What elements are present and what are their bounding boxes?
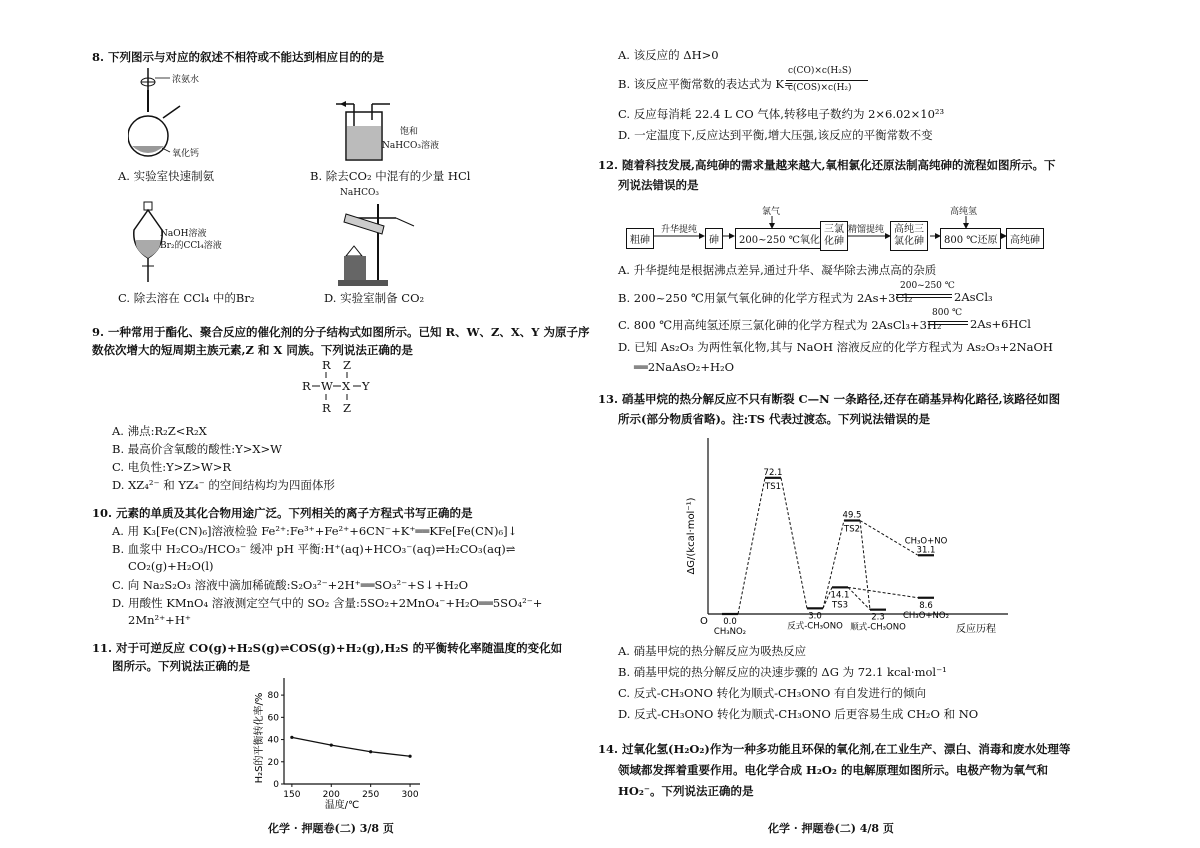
h2s-chart-y-tick-label: 0 <box>273 780 279 790</box>
q8-b-label-saturated: 饱和 <box>400 127 419 137</box>
q8-apparatus-b <box>336 98 396 162</box>
energy-level-value: 31.1 <box>916 545 936 556</box>
h2s-chart-y-tick-label: 40 <box>267 735 279 746</box>
q12-stem-line1: 12. 随着科技发展,高纯砷的需求量越来越大,氧相氯化还原法制高纯砷的流程如图所示。下 <box>598 158 1056 172</box>
q12-option-b-condition: 200~250 ℃ <box>900 281 955 291</box>
q10-stem: 10. 元素的单质及其化合物用途广泛。下列相关的离子方程式书写正确的是 <box>92 506 473 520</box>
q8-b-caption: B. 除去CO₂ 中混有的少量 HCl <box>310 169 471 183</box>
energy-profile-chart <box>680 436 1020 636</box>
q10-option-c: C. 向 Na₂S₂O₃ 溶液中滴加稀硫酸:S₂O₃²⁻+2H⁺══SO₃²⁻+S↓+H₂O <box>112 578 468 592</box>
energy-chart-y-label: ΔG/(kcal·mol⁻¹) <box>686 497 697 575</box>
q12-option-b-product: 2AsCl₃ <box>954 290 993 304</box>
q8-a-label-cao: 氧化钙 <box>172 149 200 159</box>
q10-option-a: A. 用 K₃[Fe(CN)₆]溶液检验 Fe²⁺:Fe³⁺+Fe²⁺+6CN⁻+K⁺══KFe[Fe(CN)₆]↓ <box>112 524 518 538</box>
q9-struct-w: W <box>321 379 333 393</box>
energy-path-connector <box>860 521 870 610</box>
q13-stem-line1: 13. 硝基甲烷的热分解反应不只有断裂 C—N 一条路径,还存在硝基异构化路径,该路径如图 <box>598 392 1061 406</box>
h2s-chart-y-label: H₂S的平衡转化率/% <box>254 692 265 784</box>
q11-stem-line2: 图所示。下列说法正确的是 <box>112 659 250 673</box>
q11-option-a: A. 该反应的 ΔH>0 <box>618 48 719 62</box>
q13-stem-line2: 所示(部分物质省略)。注:TS 代表过渡态。下列说法错误的是 <box>618 412 930 426</box>
footer-right: 化学 · 押题卷(二) 4/8 页 <box>768 822 894 835</box>
q9-option-a: A. 沸点:R₂Z<R₂X <box>112 424 207 438</box>
q14-stem-line3: HO₂⁻。下列说法正确的是 <box>618 784 754 798</box>
energy-level-value: 14.1 <box>830 590 850 601</box>
h2s-chart-y-tick-label: 20 <box>267 757 279 768</box>
q9-struct-x: X <box>342 379 351 393</box>
q12-flow-oxidation: 200~250 ℃氧化 <box>735 228 824 249</box>
q12-stem-line2: 列说法错误的是 <box>618 178 699 192</box>
energy-level-species: TS1 <box>765 481 781 492</box>
q12-option-d-line2: ══2NaAsO₂+H₂O <box>634 360 735 374</box>
energy-level-species: 顺式-CH₃ONO <box>850 622 906 633</box>
q9-struct-r-bot: R <box>322 401 331 415</box>
h2s-chart-y-tick-label: 80 <box>267 691 279 702</box>
q10-option-b-line1: B. 血浆中 H₂CO₃/HCO₃⁻ 缓冲 pH 平衡:H⁺(aq)+HCO₃⁻(aq)⇌H₂CO₃(aq)⇌ <box>112 542 516 556</box>
q9-stem-line2: 数依次增大的短周期主族元素,Z 和 X 同族。下列说法正确的是 <box>92 343 413 357</box>
q9-struct-y: Y <box>362 379 370 393</box>
q12-option-d-line1: D. 已知 As₂O₃ 为两性氧化物,其与 NaOH 溶液反应的化学方程式为 As₂O₃+2NaOH <box>618 340 1053 354</box>
q13-option-d: D. 反式-CH₃ONO 转化为顺式-CH₃ONO 后更容易生成 CH₂O 和 NO <box>618 707 979 721</box>
q12-flow-reduction: 800 ℃还原 <box>940 228 1001 249</box>
footer-left: 化学 · 押题卷(二) 3/8 页 <box>268 822 394 835</box>
q8-d-caption: D. 实验室制备 CO₂ <box>324 291 425 305</box>
q8-c-label-br2: Br₂的CCl₄溶液 <box>160 241 222 251</box>
q12-flow-sublime: 升华提纯 <box>661 225 698 235</box>
energy-level-species: TS3 <box>832 600 848 611</box>
h2s-chart-x-tick-label: 150 <box>283 790 301 800</box>
q11-option-c: C. 反应每消耗 22.4 L CO 气体,转移电子数约为 2×6.02×10²³ <box>618 107 945 121</box>
q12-flow-rectify: 精馏提纯 <box>848 225 885 235</box>
q13-option-a: A. 硝基甲烷的热分解反应为吸热反应 <box>618 644 807 658</box>
q11-option-b: B. 该反应平衡常数的表达式为 K= <box>618 77 794 91</box>
q9-stem-line1: 9. 一种常用于酯化、聚合反应的催化剂的分子结构式如图所示。已知 R、W、Z、X、Y 为原子序 <box>92 325 590 339</box>
q8-stem: 8. 下列图示与对应的叙述不相符或不能达到相应目的的是 <box>92 50 385 64</box>
energy-path-connector <box>738 478 765 614</box>
q11-option-b-numerator: c(CO)×c(H₂S) <box>788 66 852 76</box>
h2s-conversion-point <box>369 750 372 753</box>
q9-struct-r-left: R <box>302 379 311 393</box>
energy-chart-x-label: 反应历程 <box>956 624 996 635</box>
h2s-conversion-point <box>408 755 411 758</box>
q12-option-b: B. 200~250 ℃用氯气氧化砷的化学方程式为 2As+3Cl₂ <box>618 291 913 305</box>
energy-path-connector <box>848 587 918 597</box>
q9-struct-z-top: Z <box>343 358 351 372</box>
q13-option-c: C. 反式-CH₃ONO 转化为顺式-CH₃ONO 有自发进行的倾向 <box>618 686 926 700</box>
q12-flow-h2: 高纯氢 <box>950 207 978 217</box>
q12-flow-pure-line1: 高纯三 <box>894 224 924 235</box>
energy-level-species: 反式-CH₃ONO <box>787 621 843 632</box>
q10-option-d-line1: D. 用酸性 KMnO₄ 溶液测定空气中的 SO₂ 含量:5SO₂+2MnO₄⁻+H₂O══5SO₄²⁻+ <box>112 596 543 610</box>
q8-b-label-nahco3: NaHCO₃溶液 <box>382 141 439 151</box>
q12-flow-ascl3 <box>820 221 848 251</box>
q9-option-d: D. XZ₄²⁻ 和 YZ₄⁻ 的空间结构均为四面体形 <box>112 478 335 492</box>
q11-stem-line1: 11. 对于可逆反应 CO(g)+H₂S(g)⇌COS(g)+H₂(g),H₂S 的平衡转化率随温度的变化如 <box>92 641 563 655</box>
q12-flow-pure-ascl3 <box>890 221 928 251</box>
energy-level-species: CH₃O+NO₂ <box>902 610 950 621</box>
q9-option-b: B. 最高价含氧酸的酸性:Y>X>W <box>112 442 283 456</box>
q9-struct-bonds <box>300 356 380 418</box>
q12-flow-as: 砷 <box>705 228 723 249</box>
energy-level-value: 3.0 <box>808 611 822 622</box>
q12-flow-pure-as: 高纯砷 <box>1006 228 1044 249</box>
h2s-chart-x-tick-label: 200 <box>322 790 340 800</box>
q12-flow-ascl3-line2: 化砷 <box>824 236 844 247</box>
energy-level-value: 72.1 <box>763 467 783 478</box>
q8-a-label-ammonia: 浓氨水 <box>172 75 200 85</box>
q12-flow-cl2: 氯气 <box>762 207 781 217</box>
h2s-chart-y-tick-label: 60 <box>267 713 279 724</box>
q12-flow-pure-line2: 氯化砷 <box>894 236 924 247</box>
q8-apparatus-d <box>334 196 424 288</box>
energy-level-value: 8.6 <box>919 600 933 611</box>
q12-option-c-condition: 800 ℃ <box>932 308 963 318</box>
q8-a-caption: A. 实验室快速制氨 <box>118 169 215 183</box>
q9-struct-z-bot: Z <box>343 401 351 415</box>
q8-c-caption: C. 除去溶在 CCl₄ 中的Br₂ <box>118 291 255 305</box>
h2s-conversion-chart <box>250 672 430 812</box>
q11-option-b-fraction-bar <box>786 80 868 81</box>
q12-option-a: A. 升华提纯是根据沸点差异,通过升华、凝华除去沸点高的杂质 <box>618 263 937 277</box>
h2s-chart-x-label: 温度/℃ <box>324 800 360 811</box>
energy-level-value: 2.3 <box>871 612 885 623</box>
q10-option-b-line2: CO₂(g)+H₂O(l) <box>128 559 214 573</box>
energy-level-species: TS2 <box>844 524 860 535</box>
energy-level-value: 49.5 <box>842 510 862 521</box>
q12-flow-ascl3-line1: 三氯 <box>824 224 844 235</box>
q12-option-b-arrow <box>896 294 952 298</box>
energy-path-connector <box>781 478 807 609</box>
q14-stem-line1: 14. 过氧化氢(H₂O₂)作为一种多功能且环保的氧化剂,在工业生产、漂白、消毒和废水处理等 <box>598 742 1071 756</box>
q14-stem-line2: 领域都发挥着重要作用。电化学合成 H₂O₂ 的电解原理如图所示。电极产物为氧气和 <box>618 763 1048 777</box>
energy-level-species: CH₃NO₂ <box>713 627 747 636</box>
energy-level-species: CH₃O+NO <box>904 536 948 547</box>
q9-struct-r-top: R <box>322 358 331 372</box>
q8-c-label-naoh: NaOH溶液 <box>160 229 207 239</box>
q11-option-b-denominator: c(COS)×c(H₂) <box>788 83 852 93</box>
h2s-chart-x-tick-label: 250 <box>362 790 380 800</box>
q11-option-d: D. 一定温度下,反应达到平衡,增大压强,该反应的平衡常数不变 <box>618 128 933 142</box>
q12-option-c-product: 2As+6HCl <box>970 317 1031 331</box>
q8-d-label-nahco3: NaHCO₃ <box>340 188 379 198</box>
h2s-conversion-point <box>290 736 293 739</box>
h2s-chart-x-tick-label: 300 <box>401 790 419 800</box>
q12-option-c-arrow <box>928 321 968 325</box>
q13-option-b: B. 硝基甲烷的热分解反应的决速步骤的 ΔG 为 72.1 kcal·mol⁻¹ <box>618 665 947 679</box>
q9-option-c: C. 电负性:Y>Z>W>R <box>112 460 232 474</box>
energy-level-value: 0.0 <box>723 617 737 627</box>
energy-chart-origin: O <box>700 616 708 627</box>
q12-option-c: C. 800 ℃用高纯氢还原三氯化砷的化学方程式为 2AsCl₃+3H₂ <box>618 318 942 332</box>
h2s-conversion-line <box>292 737 410 756</box>
h2s-conversion-point <box>330 744 333 747</box>
q12-flow-crude-as: 粗砷 <box>626 228 654 249</box>
q10-option-d-line2: 2Mn²⁺+H⁺ <box>128 613 191 627</box>
energy-path-connector <box>848 587 870 609</box>
